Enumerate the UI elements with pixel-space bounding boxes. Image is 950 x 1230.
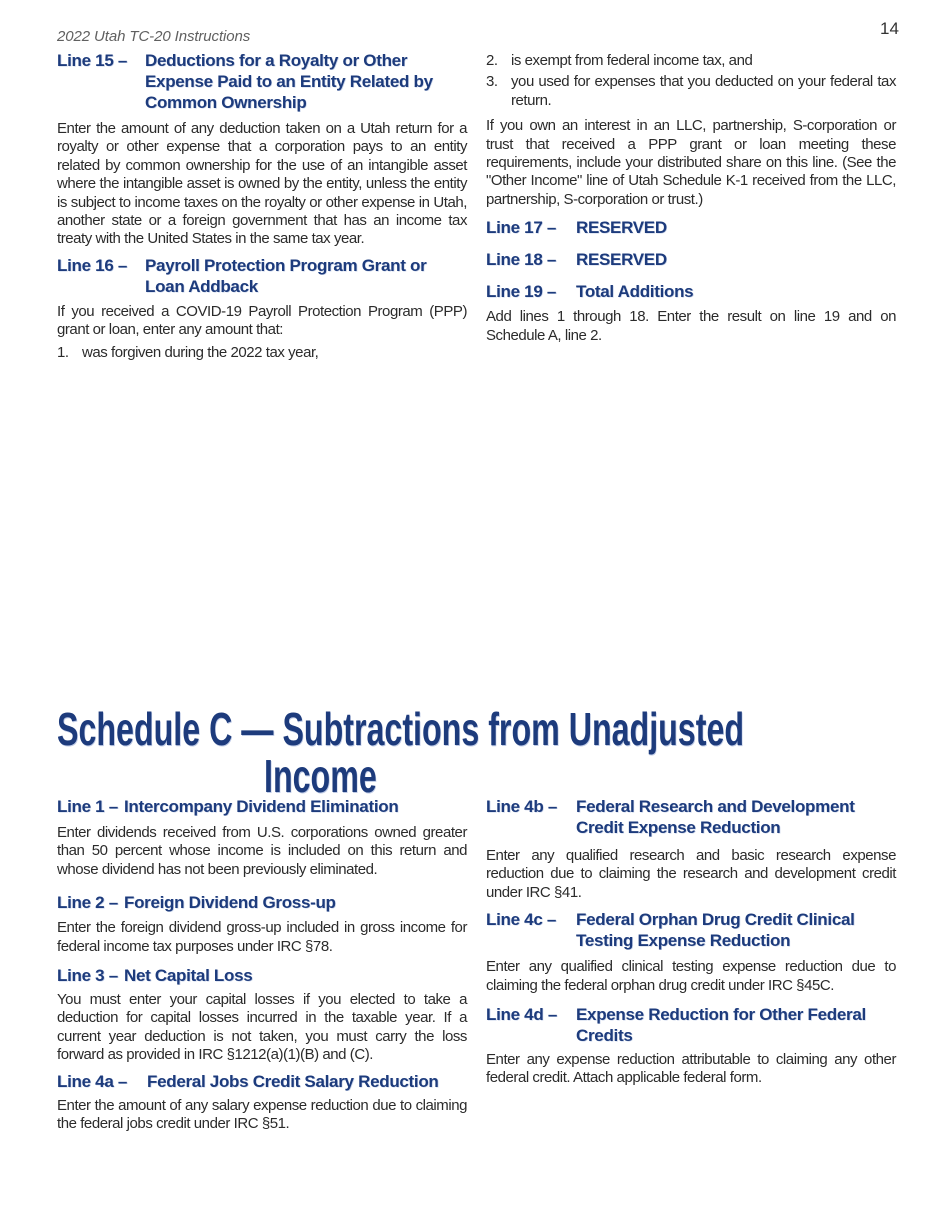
heading-prefix: Line 17 – (486, 218, 557, 238)
heading-line-17 (486, 217, 896, 238)
heading-line-4b (486, 796, 896, 838)
heading-line-16 (57, 255, 467, 297)
heading-prefix: Line 1 – (57, 797, 118, 816)
heading-prefix: Line 2 – (57, 893, 118, 913)
heading-title: Deductions for a Royalty or Other Expense Paid to an Entity Related by Common Ownership (145, 51, 433, 112)
list-item-1 (57, 344, 467, 362)
heading-prefix: Line 16 – (57, 255, 128, 275)
column-top-left (57, 50, 467, 362)
paragraph-line-3: You must enter your capital losses if you elected to take a deduction for capital losses incurred in the taxable year. If a current year deduction is not taken, you must carry the loss forward as provided in IRC §1212(a)(1)(B) and (C). (57, 991, 467, 1064)
schedule-c-title-line2: Income (264, 750, 377, 802)
heading-line-4a (57, 1071, 467, 1092)
page-number: 14 (880, 19, 899, 38)
list-item-number: 2. (486, 52, 498, 69)
paragraph-line-2: Enter the foreign dividend gross-up included in gross income for federal income tax purposes under IRC §78. (57, 919, 467, 955)
paragraph-line-15: Enter the amount of any deduction taken on a Utah return for a royalty or other expense that a corporation pays to an entity related by common ownership for the use of an intangible asset where the intangible asset is owned by the entity, unless the entity is subject to income taxes on the royalty or other expense in Utah, another state or a foreign government that has an income tax treaty with the United States in the same tax year. (57, 120, 467, 248)
paragraph-line-4a: Enter the amount of any salary expense reduction due to claiming the federal jobs credit under IRC §51. (57, 1096, 467, 1133)
heading-prefix: Line 4a – (57, 1071, 128, 1091)
list-item-number: 1. (57, 343, 69, 361)
list-item-2 (486, 52, 896, 70)
column-top-right (486, 52, 896, 345)
heading-title: Foreign Dividend Gross-up (124, 893, 336, 913)
heading-line-1 (57, 796, 467, 817)
heading-line-15 (57, 50, 467, 113)
heading-title: RESERVED (576, 218, 667, 238)
paragraph-line-4c: Enter any qualified clinical testing expense reduction due to claiming the federal orphan drug credit under IRC §45C. (486, 958, 896, 994)
heading-line-4c (486, 909, 896, 951)
heading-prefix: Line 4c – (486, 910, 557, 930)
heading-title: Expense Reduction for Other Federal Credits (576, 1005, 866, 1046)
list-item-text: you used for expenses that you deducted on your federal tax return. (511, 73, 896, 109)
paragraph-line-4b: Enter any qualified research and basic research expense reduction due to claiming the research and development credit under IRC §41. (486, 847, 896, 901)
heading-title: Federal Jobs Credit Salary Reduction (147, 1071, 439, 1091)
heading-prefix: Line 19 – (486, 282, 557, 302)
schedule-c-title (57, 703, 917, 802)
heading-title: Intercompany Dividend Elimination (124, 797, 399, 816)
heading-title: Payroll Protection Program Grant or Loan Addback (145, 255, 427, 296)
document-header-title: 2022 Utah TC-20 Instructions (57, 28, 251, 45)
heading-prefix: Line 18 – (486, 250, 557, 270)
heading-title: Federal Orphan Drug Credit Clinical Testing Expense Reduction (576, 910, 855, 951)
heading-line-2 (57, 892, 467, 913)
list-item-text: was forgiven during the 2022 tax year, (82, 343, 319, 361)
heading-line-19 (486, 281, 896, 302)
heading-line-3 (57, 965, 467, 986)
heading-prefix: Line 4d – (486, 1005, 557, 1025)
heading-line-4d (486, 1004, 896, 1046)
heading-title: RESERVED (576, 250, 667, 270)
paragraph-line-19: Add lines 1 through 18. Enter the result on line 19 and on Schedule A, line 2. (486, 308, 896, 344)
list-item-text: is exempt from federal income tax, and (511, 52, 753, 69)
heading-line-18 (486, 249, 896, 270)
heading-prefix: Line 15 – (57, 51, 128, 70)
paragraph-line-4d: Enter any expense reduction attributable to claiming any other federal credit. Attach applicable federal form. (486, 1051, 896, 1087)
paragraph-line-16: If you received a COVID-19 Payroll Protection Program (PPP) grant or loan, enter any amount that: (57, 302, 467, 339)
column-bottom-right (486, 796, 896, 1088)
column-bottom-left (57, 796, 467, 1133)
heading-title: Net Capital Loss (124, 966, 253, 986)
paragraph-line-16-continued: If you own an interest in an LLC, partnership, S-corporation or trust that received a PPP grant or loan meeting these requirements, include your distributed share on this line. (See the "Other Income" line of Utah Schedule K-1 received from the LLC, partnership, S-corporation or trust.) (486, 117, 896, 208)
paragraph-line-1: Enter dividends received from U.S. corporations owned greater than 50 percent whose income is included on this return and whose dividend has not been previously eliminated. (57, 824, 467, 878)
heading-title: Federal Research and Development Credit Expense Reduction (576, 797, 855, 837)
list-item-number: 3. (486, 73, 498, 91)
heading-prefix: Line 4b – (486, 797, 557, 816)
heading-prefix: Line 3 – (57, 966, 118, 986)
heading-title: Total Additions (576, 282, 694, 302)
schedule-c-title-line1: Schedule C — Subtractions from Unadjusted (57, 703, 745, 755)
list-item-3 (486, 73, 896, 110)
